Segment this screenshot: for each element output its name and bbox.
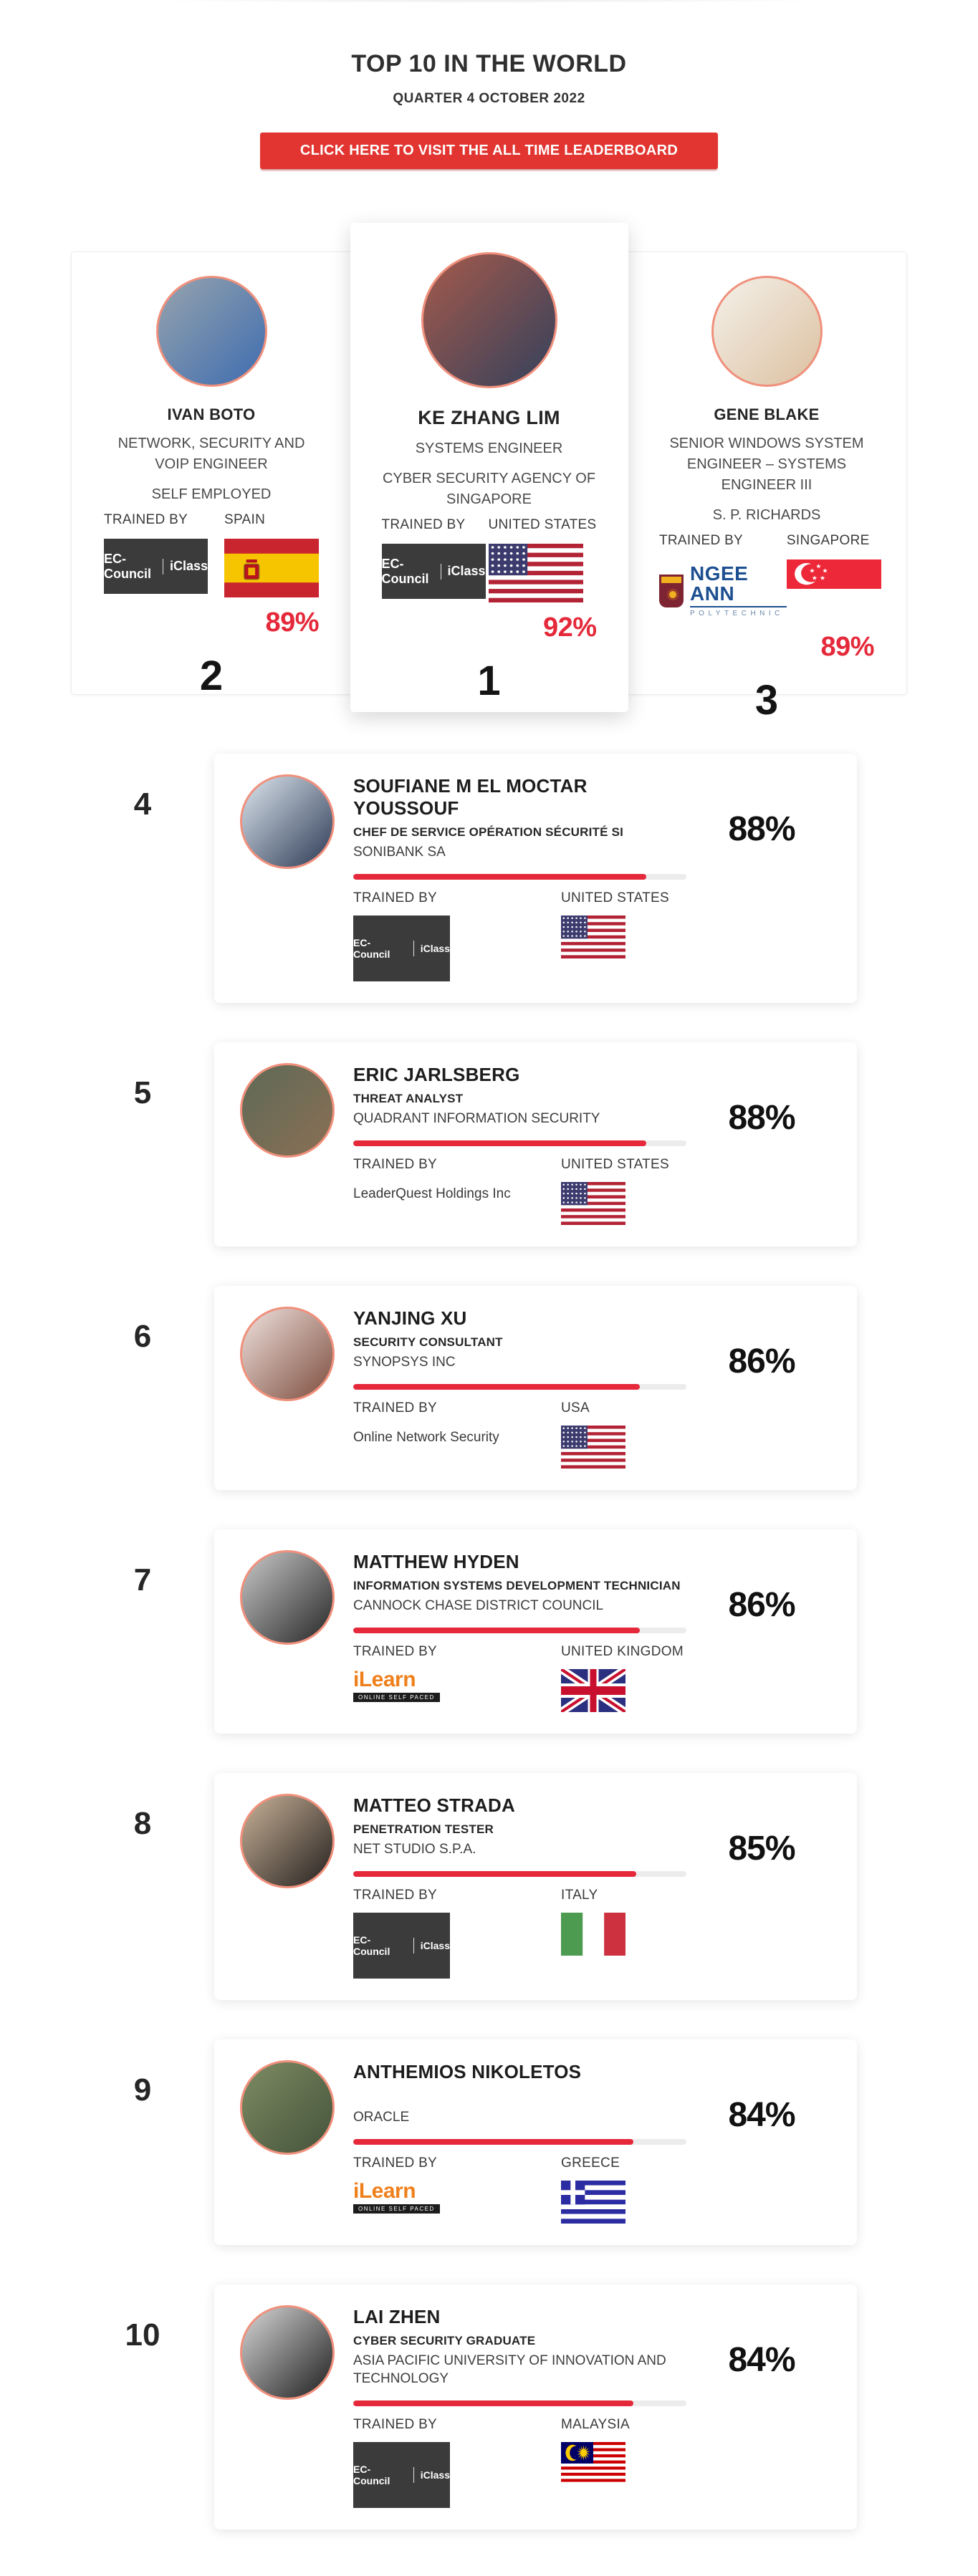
trained-by-label: TRAINED BY: [353, 1157, 438, 1173]
rank-number: 6: [133, 1319, 152, 1355]
leaderboard-card: [214, 2039, 857, 2245]
country-label: ITALY: [561, 1888, 598, 1903]
trainer-country-row: [104, 512, 319, 597]
score-bar-fill: [353, 1628, 640, 1633]
person-company: NET STUDIO S.P.A.: [353, 1842, 476, 1857]
all-time-leaderboard-button[interactable]: CLICK HERE TO VISIT THE ALL TIME LEADERBOARD: [260, 133, 718, 169]
person-name: ERIC JARLSBERG: [353, 1064, 520, 1086]
person-role: SECURITY CONSULTANT: [353, 1335, 503, 1350]
person-info: [353, 1792, 686, 1979]
trained-by-column: [353, 2417, 561, 2508]
trainer-country-row: [353, 1644, 686, 1712]
country-flag: [561, 1182, 625, 1225]
person-company: CYBER SECURITY AGENCY OF SINGAPORE: [382, 471, 596, 507]
country-flag: [561, 1913, 625, 1956]
person-info: [353, 2303, 686, 2508]
trained-by-label: TRAINED BY: [353, 1400, 438, 1416]
country-column: [561, 1888, 686, 1979]
country-flag: [561, 2181, 625, 2224]
trained-by-column: [353, 890, 561, 981]
ranking-list: [71, 754, 907, 2529]
es-flag-icon: [224, 539, 319, 597]
sg-flag-icon: [787, 559, 881, 618]
country-label: UNITED STATES: [561, 890, 669, 906]
rank-number: 4: [133, 787, 152, 822]
rank-number: 3: [754, 677, 779, 724]
ec-council-iclass-logo: EC-Council iClass: [382, 544, 486, 599]
score-percent: 86%: [728, 1586, 795, 1625]
person-role: SENIOR WINDOWS SYSTEM ENGINEER – SYSTEMS ENGINEER III: [669, 436, 864, 493]
trainer-country-row: [353, 890, 686, 981]
score-percent: 92%: [542, 612, 597, 643]
us-flag-icon: [561, 1426, 625, 1469]
it-flag-icon: [561, 1913, 625, 1956]
leaderboard-card: [214, 1286, 857, 1490]
avatar: [156, 276, 267, 387]
ec-council-iclass-logo: EC-Council iClass: [353, 2442, 450, 2508]
trained-by-label: TRAINED BY: [353, 1888, 438, 1903]
person-name: IVAN BOTO: [167, 405, 256, 423]
trained-by-column: [353, 1644, 561, 1712]
person-name: MATTHEW HYDEN: [353, 1551, 519, 1573]
country-label: SPAIN: [224, 512, 266, 527]
ranking-row: [71, 2039, 907, 2245]
person-role: CYBER SECURITY GRADUATE: [353, 2334, 536, 2348]
leaderboard-card: [214, 1773, 857, 2000]
rank-number: 2: [199, 653, 224, 699]
rank-number: 1: [477, 658, 501, 704]
rank-number: 5: [133, 1075, 152, 1111]
trainer-country-row: [353, 1400, 686, 1469]
score-percent: 88%: [728, 1099, 795, 1138]
person-role: THREAT ANALYST: [353, 1092, 464, 1106]
top-edge-shadow: [0, 0, 978, 7]
page-subtitle: QUARTER 4 OCTOBER 2022: [393, 91, 585, 106]
ranking-row: [71, 2284, 907, 2529]
podium-slot-rank-2: [104, 252, 319, 699]
leaderboard-header: [0, 50, 978, 169]
country-column: [561, 2156, 686, 2224]
person-company: SELF EMPLOYED: [151, 486, 272, 502]
trained-by-column: [659, 533, 787, 622]
avatar: [240, 774, 335, 869]
score-bar: [353, 1384, 686, 1390]
rank-number: 7: [133, 1562, 152, 1598]
podium-section: [71, 223, 907, 724]
trainer-name-text: Online Network Security: [353, 1430, 499, 1446]
us-flag-icon: [561, 1182, 625, 1225]
leaderboard-card: [214, 754, 857, 1003]
us-flag-icon: [561, 915, 625, 958]
country-label: MALAYSIA: [561, 2416, 631, 2432]
country-flag: [561, 2442, 625, 2485]
country-column: [787, 533, 881, 618]
ec-council-iclass-logo: EC-Council iClass: [353, 915, 450, 981]
country-label: UNITED STATES: [561, 1157, 669, 1173]
trainer-country-row: [353, 2156, 686, 2224]
ranking-row: [71, 1286, 907, 1490]
person-info: [353, 1304, 686, 1469]
person-info: [353, 2058, 686, 2224]
trainer-country-row: [353, 2417, 686, 2508]
trainer-country-row: [353, 1888, 686, 1979]
score-bar: [353, 2400, 686, 2406]
trained-by-column: [353, 2156, 561, 2224]
page-title: TOP 10 IN THE WORLD: [351, 50, 627, 77]
country-flag: [561, 1669, 625, 1712]
person-info: [353, 1548, 686, 1712]
country-column: [561, 890, 686, 981]
score-bar: [353, 1140, 686, 1146]
rank-number: 9: [133, 2072, 152, 2108]
trained-by-label: TRAINED BY: [353, 2416, 438, 2432]
rank-number: 8: [133, 1806, 152, 1842]
person-info: [353, 772, 686, 981]
ilearn-logo: iLearn ONLINE SELF PACED: [353, 2181, 440, 2214]
ranking-row: [71, 754, 907, 1003]
person-role: INFORMATION SYSTEMS DEVELOPMENT TECHNICIAN: [353, 1579, 681, 1593]
person-company: SONIBANK SA: [353, 845, 446, 860]
score-bar: [353, 874, 686, 880]
ngee-ann-polytechnic-logo: NGEE ANN POLYTECHNIC: [659, 559, 787, 622]
trained-by-column: [104, 512, 208, 594]
leaderboard-card: [214, 1042, 857, 1246]
person-name: LAI ZHEN: [353, 2305, 441, 2327]
ec-council-iclass-logo: EC-Council iClass: [104, 539, 208, 594]
trainer-logo: [104, 539, 208, 594]
podium-card: [382, 223, 597, 712]
country-label: USA: [561, 1400, 590, 1416]
country-flag: [561, 1426, 625, 1469]
person-role: PENETRATION TESTER: [353, 1822, 494, 1837]
person-role: SYSTEMS ENGINEER: [415, 441, 563, 456]
person-name: YANJING XU: [353, 1307, 467, 1330]
score-bar: [353, 1628, 686, 1633]
trained-by-column: [353, 1400, 561, 1469]
trained-by-column: [353, 1888, 561, 1979]
score-percent: 84%: [728, 2340, 795, 2379]
score-percent: 84%: [728, 2096, 795, 2135]
trainer-country-row: [659, 533, 874, 622]
trainer-logo: [353, 2442, 450, 2508]
podium-card: [659, 252, 874, 724]
podium-card: [104, 252, 319, 699]
avatar: [240, 1794, 335, 1888]
score-percent: 85%: [728, 1830, 795, 1868]
us-flag-icon: [489, 544, 583, 602]
score-bar-fill: [353, 874, 646, 880]
avatar: [711, 276, 823, 387]
podium-slot-rank-3: [659, 252, 874, 724]
avatar: [240, 1550, 335, 1645]
trainer-logo: [353, 915, 450, 981]
trainer-logo: [353, 2178, 440, 2214]
person-company: ORACLE: [353, 2110, 410, 2125]
score-bar-fill: [353, 2400, 633, 2406]
score-bar: [353, 1871, 686, 1877]
country-column: [561, 1400, 686, 1469]
person-company: CANNOCK CHASE DISTRICT COUNCIL: [353, 1598, 604, 1614]
trained-by-label: TRAINED BY: [104, 512, 188, 527]
ranking-row: [71, 1773, 907, 2000]
trained-by-column: [353, 1157, 561, 1225]
trainer-logo: [659, 559, 787, 622]
country-column: [561, 2417, 686, 2508]
person-name: MATTEO STRADA: [353, 1794, 515, 1817]
score-bar: [353, 2139, 686, 2145]
country-label: SINGAPORE: [786, 533, 870, 548]
trained-by-label: TRAINED BY: [381, 517, 466, 532]
person-role: CHEF DE SERVICE OPÉRATION SÉCURITÉ SI: [353, 825, 624, 840]
country-label: UNITED KINGDOM: [561, 1644, 684, 1660]
person-name: KE ZHANG LIM: [418, 407, 560, 428]
country-flag: [224, 539, 319, 597]
trainer-logo: [382, 544, 486, 599]
trainer-country-row: [353, 1157, 686, 1225]
person-company: ASIA PACIFIC UNIVERSITY OF INNOVATION AND TECHNOLOGY: [353, 2353, 666, 2386]
leaderboard-card: [214, 1529, 857, 1734]
country-flag: [787, 559, 881, 618]
trainer-logo: [353, 1669, 440, 1702]
avatar: [421, 252, 557, 388]
gr-flag-icon: [561, 2181, 625, 2224]
score-bar-fill: [353, 1384, 640, 1390]
trainer-logo: [353, 1913, 450, 1979]
score-percent: 88%: [728, 810, 795, 848]
avatar: [240, 2305, 335, 2400]
trainer-logo: [353, 1182, 511, 1202]
ngee-ann-shield-icon: [659, 575, 684, 607]
trained-by-label: TRAINED BY: [659, 533, 744, 548]
country-label: GREECE: [561, 2155, 620, 2171]
person-company: QUADRANT INFORMATION SECURITY: [353, 1111, 600, 1127]
country-flag: [489, 544, 597, 602]
ec-council-iclass-logo: EC-Council iClass: [353, 1913, 450, 1979]
avatar: [240, 1063, 335, 1158]
leaderboard-card: [214, 2284, 857, 2529]
person-name: ANTHEMIOS NIKOLETOS: [353, 2061, 582, 2083]
rank-number: 10: [125, 2317, 160, 2352]
trainer-country-row: [382, 517, 597, 602]
person-role: [353, 2088, 683, 2105]
score-percent: 89%: [265, 607, 319, 638]
trained-by-label: TRAINED BY: [353, 1644, 438, 1660]
country-column: [224, 512, 319, 597]
person-company: SYNOPSYS INC: [353, 1355, 456, 1370]
ilearn-logo: iLearn ONLINE SELF PACED: [353, 1669, 440, 1702]
person-info: [353, 1061, 686, 1225]
country-column: [489, 517, 597, 602]
trainer-name-text: LeaderQuest Holdings Inc: [353, 1186, 511, 1202]
country-column: [561, 1644, 686, 1712]
person-company: S. P. RICHARDS: [712, 507, 821, 523]
trained-by-label: TRAINED BY: [353, 890, 438, 906]
score-bar-fill: [353, 1871, 636, 1877]
ranking-row: [71, 1529, 907, 1734]
country-label: UNITED STATES: [488, 517, 597, 532]
avatar: [240, 2060, 335, 2155]
score-bar-fill: [353, 1140, 646, 1146]
trainer-logo: [353, 1426, 499, 1446]
ranking-row: [71, 1042, 907, 1246]
country-column: [561, 1157, 686, 1225]
person-role: NETWORK, SECURITY AND VOIP ENGINEER: [118, 436, 305, 472]
score-percent: 89%: [820, 632, 874, 662]
trained-by-column: [382, 517, 486, 599]
my-flag-icon: [561, 2442, 625, 2485]
score-bar-fill: [353, 2139, 633, 2145]
uk-flag-icon: [561, 1669, 625, 1712]
avatar: [240, 1307, 335, 1401]
podium-slot-rank-1: [350, 223, 628, 712]
score-percent: 86%: [728, 1342, 795, 1381]
country-flag: [561, 915, 625, 958]
trained-by-label: TRAINED BY: [353, 2155, 438, 2171]
person-name: GENE BLAKE: [714, 405, 820, 423]
person-name: SOUFIANE M EL MOCTAR YOUSSOUF: [353, 775, 588, 820]
